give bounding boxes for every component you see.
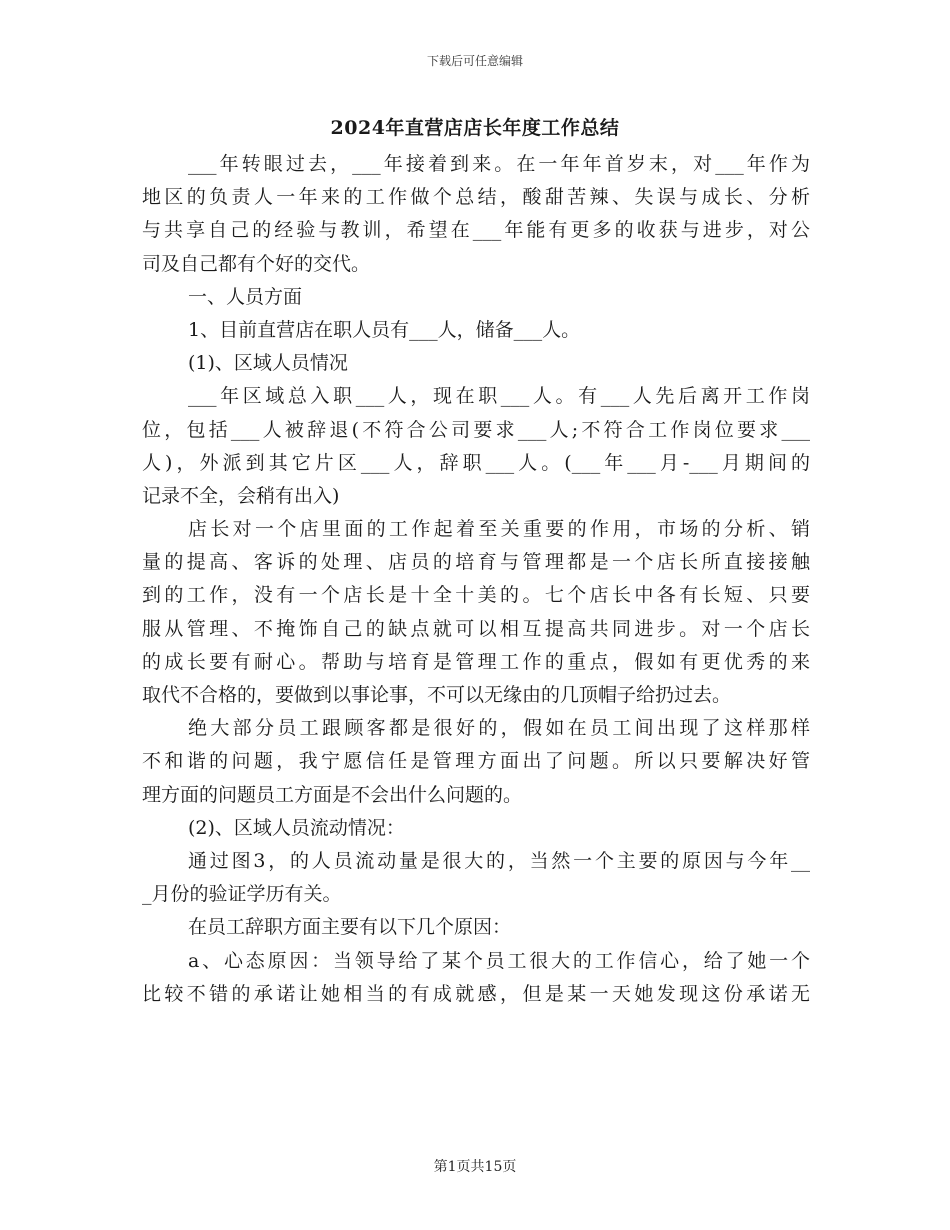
document-title: 2024年直营店店长年度工作总结 — [330, 117, 620, 139]
paragraph-line: 绝大部分员工跟顾客都是很好的，假如在员工间出现了这样那样 — [188, 717, 810, 740]
subsection-heading: (1)、区域人员情况 — [188, 352, 348, 375]
section-heading: 一、人员方面 — [188, 285, 303, 308]
paragraph-line: ___年转眼过去，___年接着到来。在一年年首岁末，对___年作为 — [188, 153, 810, 175]
paragraph-line: 司及自己都有个好的交代。 — [142, 252, 371, 275]
paragraph-line: 比较不错的承诺让她相当的有成就感，但是某一天她发现这份承诺无 — [142, 982, 810, 1005]
paragraph-line: 人)，外派到其它片区___人，辞职___人。(___年___月-___月期间的 — [142, 451, 810, 474]
paragraph-line: 理方面的问题员工方面是不会出什么问题的。 — [142, 783, 523, 806]
paragraph-line: a、心态原因：当领导给了某个员工很大的工作信心，给了她一个 — [188, 949, 810, 972]
paragraph-line: 到的工作，没有一个店长是十全十美的。七个店长中各有长短、只要 — [142, 584, 810, 607]
paragraph-line: 位，包括___人被辞退(不符合公司要求___人;不符合工作岗位要求___ — [142, 418, 810, 441]
paragraph-line: 地区的负责人一年来的工作做个总结，酸甜苦辣、失误与成长、分析 — [142, 186, 810, 209]
paragraph-line: 在员工辞职方面主要有以下几个原因： — [188, 916, 512, 939]
paragraph-line: 记录不全，会稍有出入) — [142, 484, 340, 507]
paragraph-line: 通过图3，的人员流动量是很大的，当然一个主要的原因与今年__ — [188, 849, 810, 872]
paragraph-line: 量的提高、客诉的处理、店员的培育与管理都是一个店长所直接接触 — [142, 551, 810, 574]
paragraph-line: 的成长要有耐心。帮助与培育是管理工作的重点，假如有更优秀的来 — [142, 650, 810, 673]
paragraph-line: ___年区域总入职___人，现在职___人。有___人先后离开工作岗 — [188, 385, 810, 408]
paragraph-line: _月份的验证学历有关。 — [142, 883, 342, 906]
subsection-heading: (2)、区域人员流动情况： — [188, 816, 405, 839]
page-number: 第1页共15页 — [433, 1159, 517, 1175]
document-body — [142, 148, 810, 1011]
paragraph-line: 不和谐的问题，我宁愿信任是管理方面出了问题。所以只要解决好管 — [142, 750, 810, 773]
page-header-note: 下载后可任意编辑 — [426, 54, 523, 68]
paragraph-line: 服从管理、不掩饰自己的缺点就可以相互提高共同进步。对一个店长 — [142, 617, 810, 640]
paragraph-line: 取代不合格的，要做到以事论事，不可以无缘由的几顶帽子给扔过去。 — [142, 684, 732, 706]
paragraph-line: 与共享自己的经验与教训，希望在___年能有更多的收获与进步，对公 — [142, 219, 810, 242]
subsection-heading: 1、目前直营店在职人员有___人，储备___人。 — [188, 318, 581, 341]
paragraph-line: 店长对一个店里面的工作起着至关重要的作用，市场的分析、销 — [188, 518, 810, 541]
